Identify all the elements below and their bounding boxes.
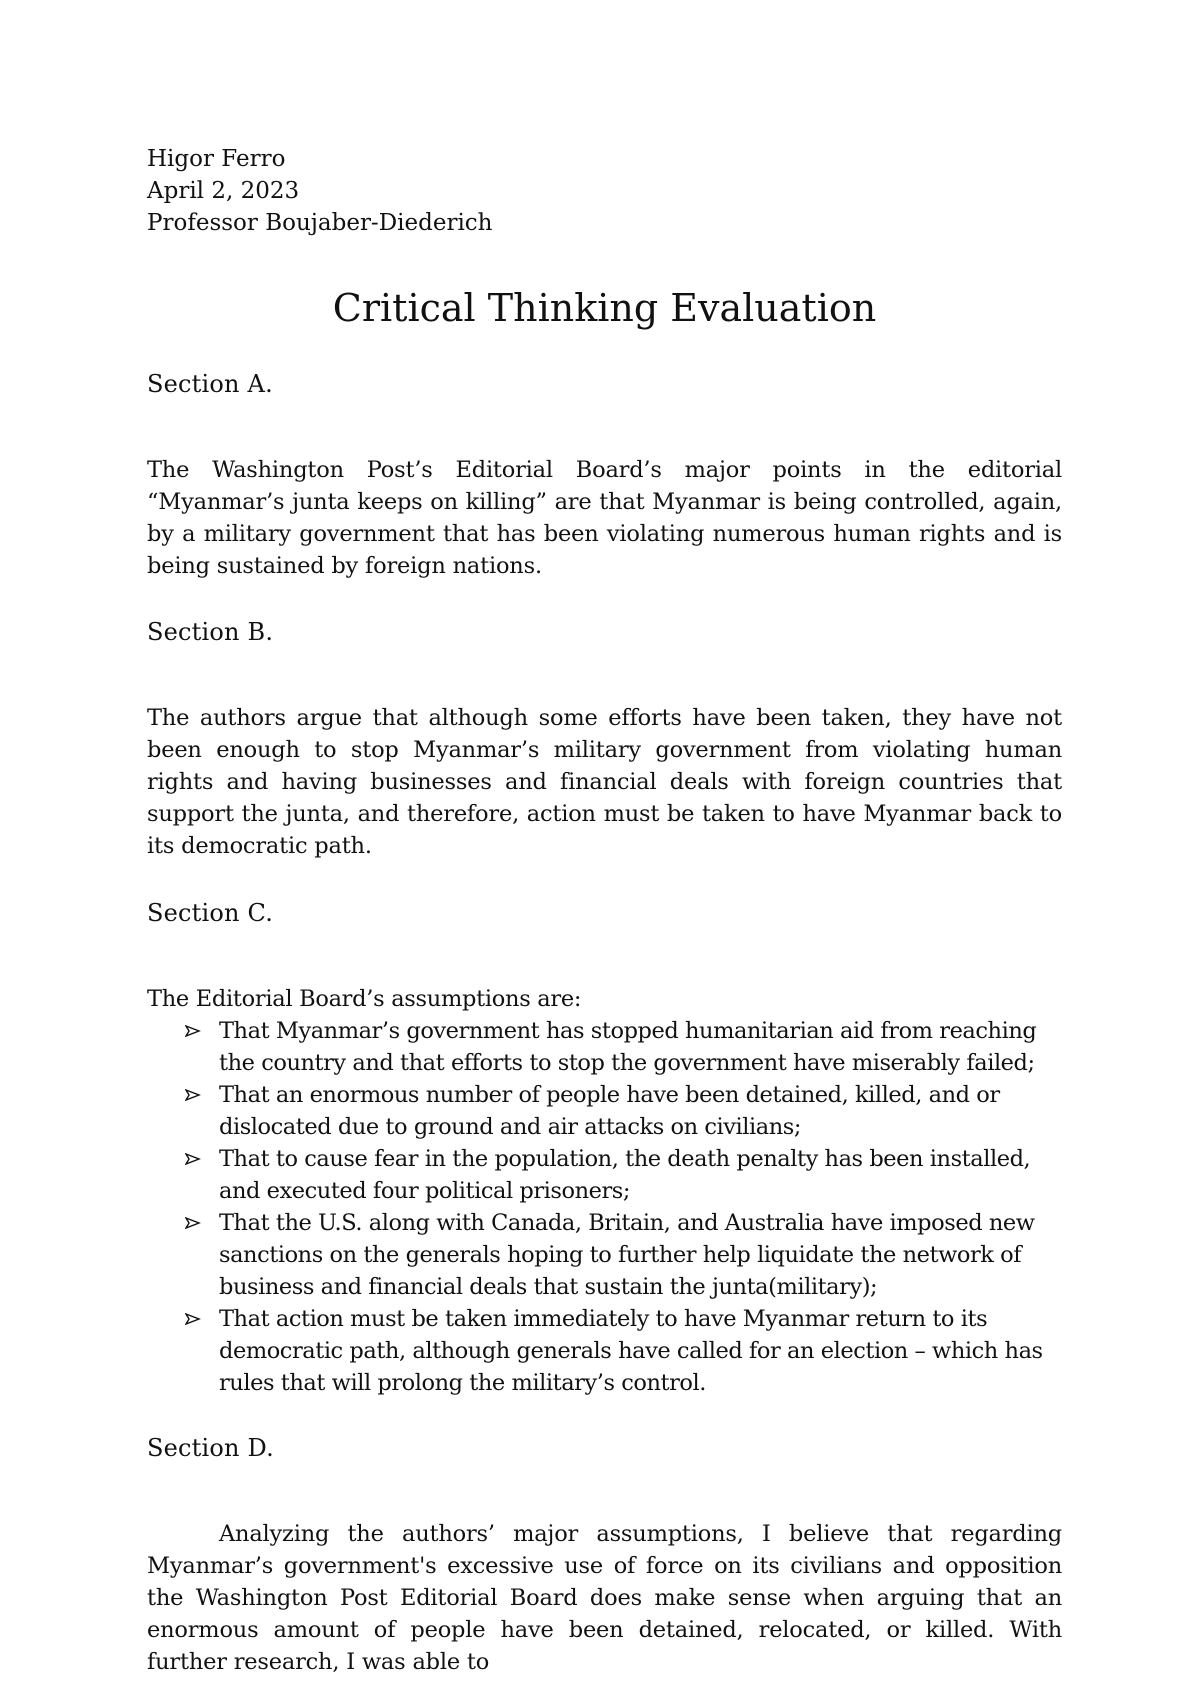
section-a-text: The Washington Post’s Editorial Board’s major points in the editorial “Myanmar’s junta keeps on killing” are that Myanmar is being controlled, again, by a military government that has been violating numerous human rights and is being sustained by foreign nations. <box>147 457 1062 579</box>
document-body <box>147 143 1062 1678</box>
assumptions-list <box>147 1015 1062 1399</box>
section-b-text: The authors argue that although some efforts have been taken, they have not been enough to stop Myanmar’s military government from violating human rights and having businesses and financial deals with foreign countries that support the junta, and therefore, action must be taken to have Myanmar back to its democratic path. <box>147 705 1062 859</box>
list-item-text: That to cause fear in the population, the death penalty has been installed, and executed four political prisoners; <box>219 1146 1031 1204</box>
author-name: Higor Ferro <box>147 146 286 172</box>
list-item <box>147 1207 1062 1303</box>
arrowhead-bullet-icon <box>185 1313 201 1325</box>
section-b-heading: Section B. <box>147 618 274 646</box>
section-d-heading: Section D. <box>147 1434 274 1462</box>
page-title: Critical Thinking Evaluation <box>332 286 877 330</box>
section-c-heading: Section C. <box>147 899 274 927</box>
list-item-text: That Myanmar’s government has stopped humanitarian aid from reaching the country and that efforts to stop the government have miserably failed; <box>219 1018 1037 1076</box>
arrowhead-bullet-icon <box>185 1089 201 1101</box>
list-item <box>147 1303 1062 1399</box>
list-item <box>147 1079 1062 1143</box>
professor-name: Professor Boujaber-Diederich <box>147 210 493 236</box>
section-d-text: Analyzing the authors’ major assumptions, I believe that regarding Myanmar’s government's excessive use of force on its civilians and opposition the Washington Post Editorial Board does make sense when arguing that an enormous amount of people have been detained, relocated, or killed. With further research, I was able to <box>147 1521 1062 1675</box>
list-item-text: That action must be taken immediately to have Myanmar return to its democratic path, although generals have called for an election – which has rules that will prolong the military’s control. <box>219 1306 1043 1396</box>
document-date: April 2, 2023 <box>147 178 300 204</box>
section-c-lead: The Editorial Board’s assumptions are: <box>147 986 582 1012</box>
list-item <box>147 1015 1062 1079</box>
list-item <box>147 1143 1062 1207</box>
arrowhead-bullet-icon <box>185 1153 201 1165</box>
section-a-heading: Section A. <box>147 370 273 398</box>
list-item-text: That an enormous number of people have been detained, killed, and or dislocated due to ground and air attacks on civilians; <box>219 1082 1000 1140</box>
arrowhead-bullet-icon <box>185 1025 201 1037</box>
arrowhead-bullet-icon <box>185 1217 201 1229</box>
list-item-text: That the U.S. along with Canada, Britain, and Australia have imposed new sanctions on the generals hoping to further help liquidate the network of business and financial deals that sustain the junta(military); <box>219 1210 1035 1300</box>
